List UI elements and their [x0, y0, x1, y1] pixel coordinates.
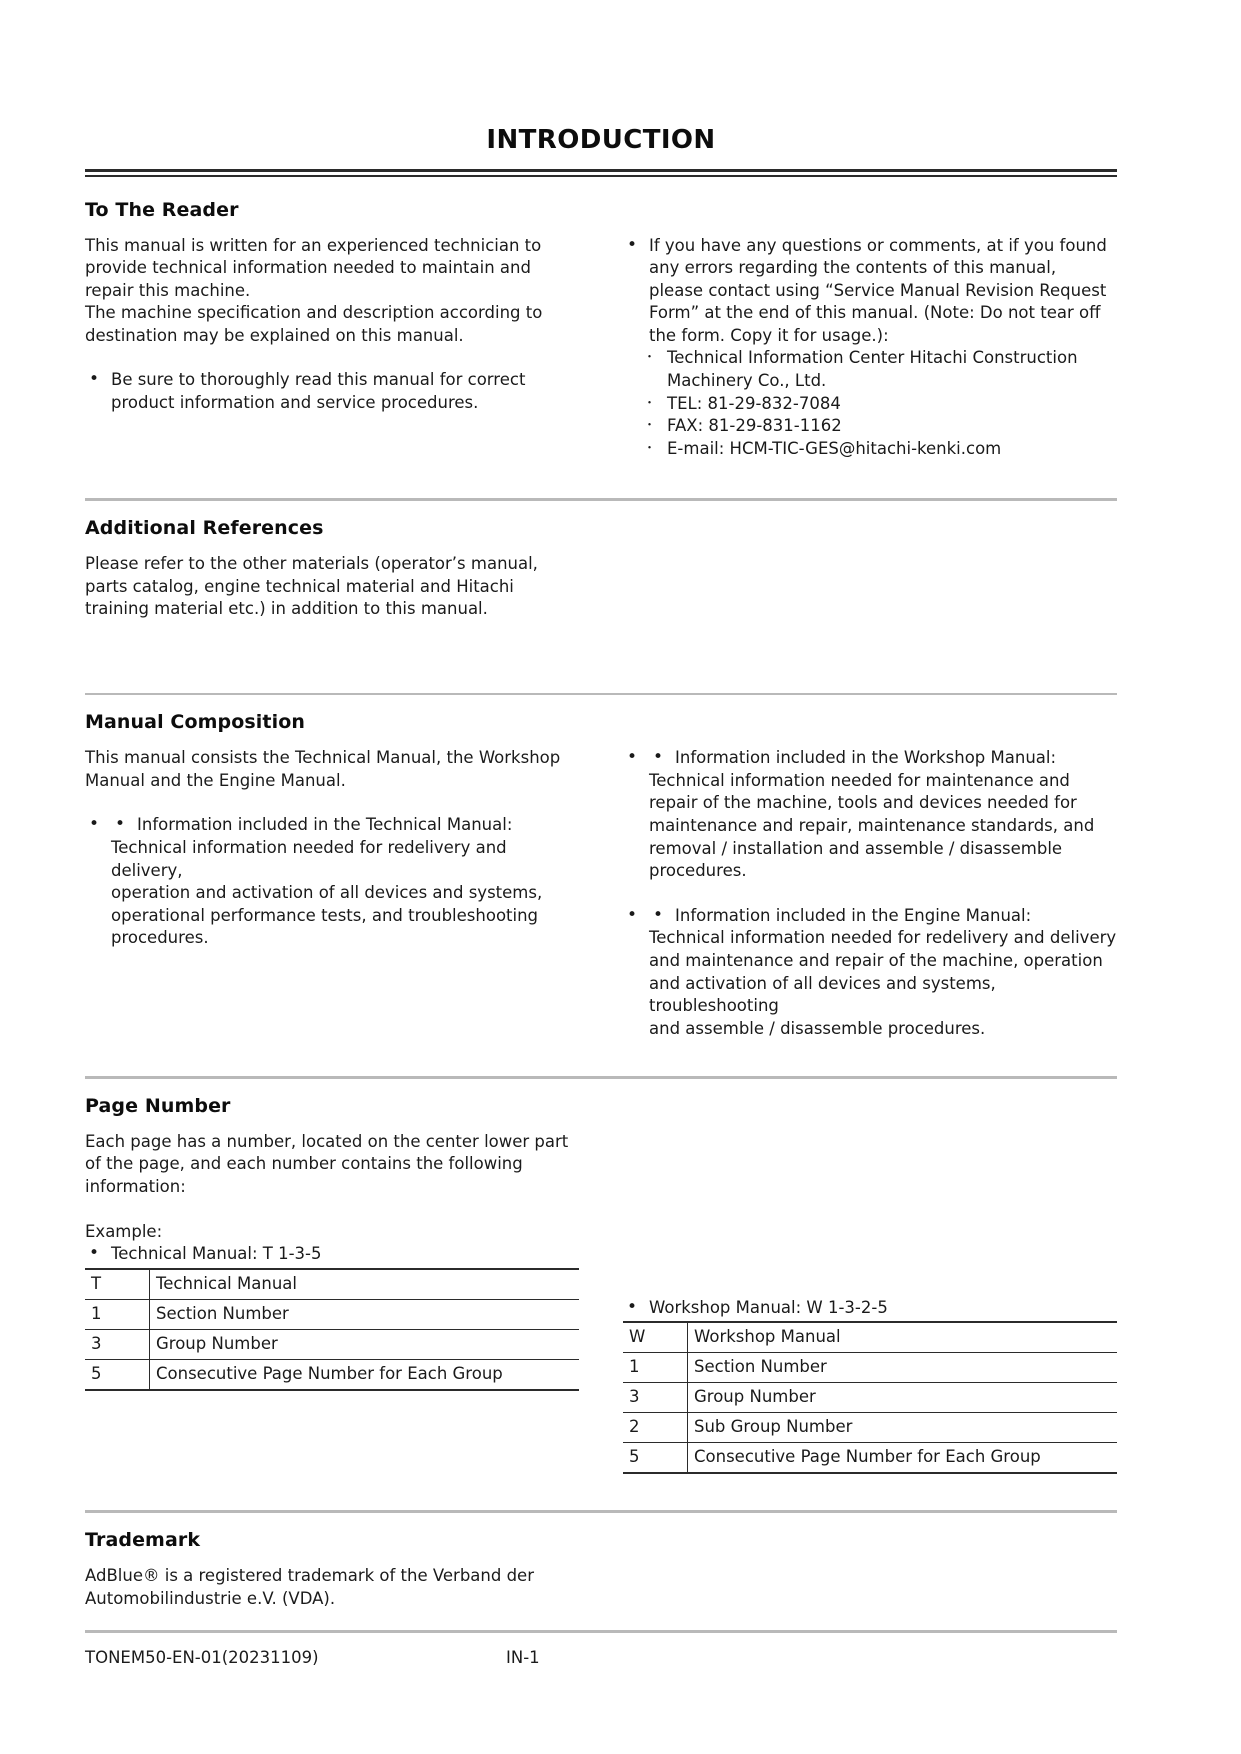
section-to-the-reader	[85, 199, 1117, 461]
composition-intro	[85, 747, 579, 792]
section-heading-manual-composition: Manual Composition	[85, 711, 305, 734]
footer-document-code: TONEM50-EN-01(20231109)	[85, 1648, 319, 1667]
trademark-line-2: Automobilindustrie e.V. (VDA).	[85, 1588, 336, 1608]
table-cell-key: 5	[623, 1443, 688, 1474]
contact-item-tel	[645, 393, 1117, 416]
table-row	[85, 1269, 579, 1300]
page-number-columns	[85, 1131, 1117, 1475]
engine-manual-bullet	[623, 905, 1117, 1041]
table-row	[85, 1359, 579, 1390]
table-row	[85, 1329, 579, 1359]
list-item	[85, 814, 579, 950]
table-cell-desc: Group Number	[688, 1383, 1118, 1413]
table-cell-key: 1	[623, 1353, 688, 1383]
page-number-right-column	[623, 1131, 1117, 1475]
page-title: INTRODUCTION	[486, 125, 716, 155]
workshop-manual-lead: • • Information included in the Workshop Manual:	[649, 747, 1117, 770]
list-item	[85, 369, 579, 414]
table-cell-key: T	[85, 1269, 150, 1300]
technical-manual-line-2: operation and activation of all devices and systems,	[111, 883, 543, 903]
trademark-paragraph	[85, 1565, 579, 1610]
contact-fax: FAX: 81-29-831-1162	[667, 416, 842, 436]
additional-references-left-column	[85, 553, 579, 621]
engine-manual-line-4: and assemble / disassemble procedures.	[649, 1018, 986, 1038]
page-number-intro	[85, 1131, 579, 1199]
trademark-columns	[85, 1565, 1117, 1610]
table-row	[623, 1322, 1117, 1353]
list-item	[623, 1297, 1117, 1320]
composition-intro-line-1: This manual consists the Technical Manual, the Workshop	[85, 748, 561, 768]
section-divider	[85, 1510, 1117, 1513]
intro-line-2: provide technical information needed to maintain and	[85, 258, 531, 278]
contact-line-1: If you have any questions or comments, at if you found	[649, 235, 1107, 255]
contact-item-email	[645, 438, 1117, 461]
right-column-spacer	[623, 1131, 1117, 1297]
workshop-manual-line-3: maintenance and repair, maintenance standards, and	[649, 816, 1095, 835]
title-rule-group	[85, 169, 1117, 177]
table-cell-key: 1	[85, 1299, 150, 1329]
contact-item-tic	[645, 347, 1117, 370]
footer-divider	[85, 1630, 1117, 1633]
table-row	[85, 1299, 579, 1329]
contact-org-line-2: Machinery Co., Ltd.	[667, 371, 827, 391]
to-the-reader-right-column	[623, 235, 1117, 461]
manual-composition-right-column	[623, 747, 1117, 1040]
technical-manual-lead: • • Information included in the Technical Manual:	[111, 814, 579, 837]
engine-manual-line-2: and maintenance and repair of the machine, operation	[649, 950, 1103, 970]
page-number-intro-line-1: Each page has a number, located on the center lower part	[85, 1131, 569, 1151]
intro-line-5: destination may be explained on this manual.	[85, 325, 464, 345]
contact-item-tic-cont	[645, 370, 1117, 393]
trademark-left-column	[85, 1565, 579, 1610]
additional-references-right-column	[623, 553, 1117, 621]
engine-manual-lead: • • Information included in the Engine Manual:	[649, 905, 1117, 928]
contact-line-5: the form. Copy it for usage.):	[649, 325, 889, 345]
technical-example-caption-list	[85, 1243, 579, 1266]
ref-line-1: Please refer to the other materials (operator’s manual,	[85, 553, 538, 573]
additional-references-paragraph	[85, 553, 579, 621]
workshop-manual-line-1: Technical information needed for maintenance and	[649, 770, 1070, 790]
table-row	[623, 1353, 1117, 1383]
technical-manual-line-3: operational performance tests, and troubleshooting	[111, 905, 539, 925]
contact-line-4: Form” at the end of this manual. (Note: Do not tear off	[649, 303, 1101, 323]
technical-manual-line-4: procedures.	[111, 928, 209, 948]
workshop-example-caption: Workshop Manual: W 1-3-2-5	[649, 1297, 888, 1317]
list-item	[85, 1243, 579, 1266]
list-item	[623, 747, 1117, 883]
technical-manual-bullet	[85, 814, 579, 950]
trademark-right-column	[623, 1565, 1117, 1610]
contact-item-fax	[645, 415, 1117, 438]
table-cell-key: 3	[85, 1329, 150, 1359]
contact-details-list	[623, 347, 1117, 460]
table-cell-desc: Group Number	[150, 1329, 580, 1359]
section-heading-trademark: Trademark	[85, 1528, 201, 1551]
workshop-manual-bullet	[623, 747, 1117, 883]
section-heading-page-number: Page Number	[85, 1094, 231, 1117]
table-row	[623, 1443, 1117, 1474]
workshop-example-caption-list	[623, 1297, 1117, 1320]
contact-line-2: any errors regarding the contents of this manual,	[649, 258, 1057, 278]
workshop-manual-line-4: removal / installation and assemble / disassemble	[649, 838, 1063, 858]
ref-line-2: parts catalog, engine technical material and Hitachi	[85, 576, 514, 596]
workshop-manual-line-5: procedures.	[649, 861, 747, 881]
title-rule-thick	[85, 169, 1117, 172]
table-cell-key: 5	[85, 1359, 150, 1390]
section-divider	[85, 498, 1117, 501]
intro-line-1: This manual is written for an experienced technician to	[85, 235, 542, 255]
table-cell-key: 2	[623, 1413, 688, 1443]
intro-paragraph	[85, 235, 579, 348]
section-heading-to-the-reader: To The Reader	[85, 198, 239, 221]
contact-email: E-mail: HCM-TIC-GES@hitachi-kenki.com	[667, 438, 1002, 458]
intro-line-3: repair this machine.	[85, 280, 251, 300]
table-cell-desc: Sub Group Number	[688, 1413, 1118, 1443]
engine-manual-line-1: Technical information needed for redelivery and delivery	[649, 928, 1117, 948]
to-the-reader-columns	[85, 235, 1117, 461]
table-cell-desc: Section Number	[150, 1299, 580, 1329]
page-content	[85, 0, 1117, 1610]
section-page-number	[85, 1076, 1117, 1474]
table-cell-desc: Consecutive Page Number for Each Group	[150, 1359, 580, 1390]
manual-composition-columns	[85, 747, 1117, 1040]
page-number-intro-line-3: information:	[85, 1177, 186, 1197]
technical-manual-key-table	[85, 1268, 579, 1391]
workshop-manual-key-table	[623, 1321, 1117, 1474]
section-divider	[85, 1076, 1117, 1079]
additional-references-columns	[85, 553, 1117, 621]
table-cell-desc: Technical Manual	[150, 1269, 580, 1300]
list-item	[623, 235, 1117, 348]
contact-org-line-1: Technical Information Center Hitachi Construction	[667, 348, 1078, 368]
manual-composition-left-column	[85, 747, 579, 1040]
bullet-line-2: product information and service procedures.	[111, 393, 479, 413]
example-label: Example:	[85, 1221, 163, 1241]
bullet-line-1: Be sure to thoroughly read this manual for correct	[111, 370, 526, 390]
section-additional-references	[85, 498, 1117, 620]
page-number-left-column	[85, 1131, 579, 1475]
workshop-manual-line-2: repair of the machine, tools and devices needed for	[649, 793, 1077, 813]
contact-tel: TEL: 81-29-832-7084	[667, 393, 841, 413]
contact-bullet-list	[623, 235, 1117, 348]
table-cell-desc: Workshop Manual	[688, 1322, 1118, 1353]
table-cell-desc: Section Number	[688, 1353, 1118, 1383]
technical-manual-line-1: Technical information needed for redelivery and delivery,	[111, 838, 507, 880]
table-cell-key: 3	[623, 1383, 688, 1413]
table-cell-key: W	[623, 1322, 688, 1353]
table-row	[623, 1413, 1117, 1443]
trademark-line-1: AdBlue® is a registered trademark of the Verband der	[85, 1565, 534, 1585]
engine-manual-line-3: and activation of all devices and systems, troubleshooting	[649, 973, 996, 1016]
page-number-intro-line-2: of the page, and each number contains the following	[85, 1154, 523, 1174]
table-cell-desc: Consecutive Page Number for Each Group	[688, 1443, 1118, 1474]
list-item	[623, 905, 1117, 1041]
composition-intro-line-2: Manual and the Engine Manual.	[85, 770, 346, 790]
section-trademark	[85, 1510, 1117, 1610]
table-row	[623, 1383, 1117, 1413]
intro-line-4: The machine specification and description according to	[85, 303, 543, 323]
footer-page-number: IN-1	[506, 1648, 540, 1667]
section-divider	[85, 693, 1117, 696]
section-manual-composition	[85, 693, 1117, 1041]
reader-bullet-list	[85, 369, 579, 414]
section-heading-additional-references: Additional References	[85, 516, 324, 539]
contact-line-3: please contact using “Service Manual Revision Request	[649, 280, 1107, 300]
to-the-reader-left-column	[85, 235, 579, 461]
technical-example-caption: Technical Manual: T 1-3-5	[111, 1244, 322, 1264]
ref-line-3: training material etc.) in addition to this manual.	[85, 599, 488, 619]
